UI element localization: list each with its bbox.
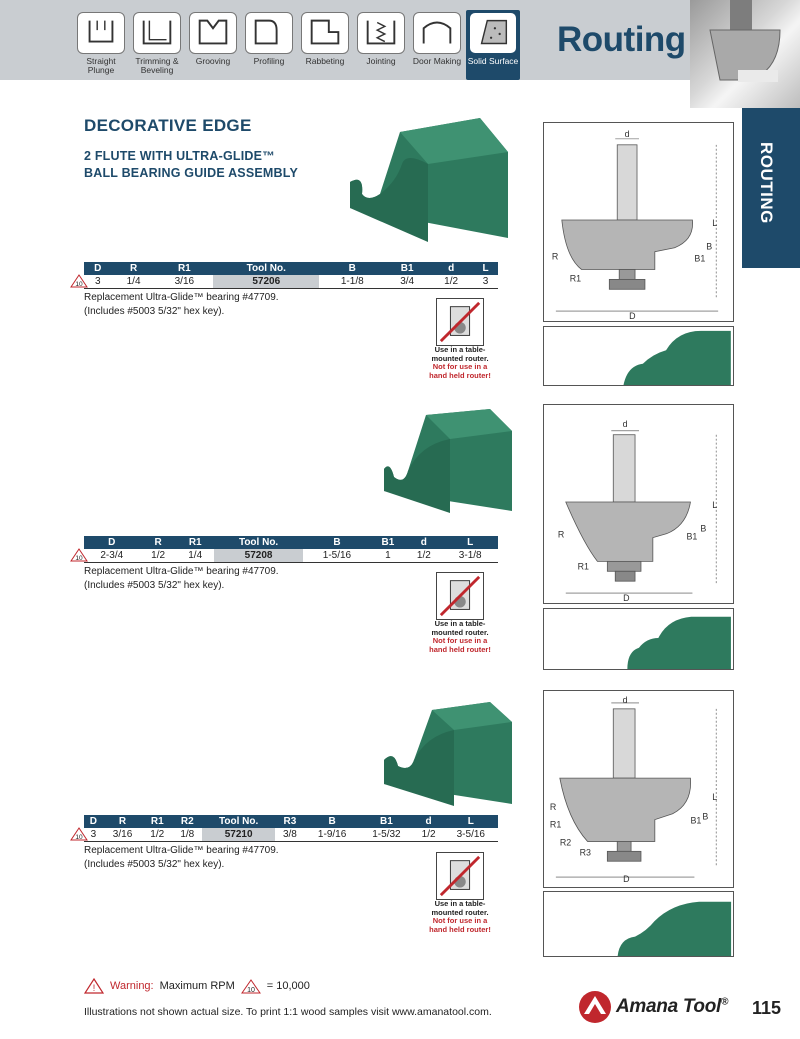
wood-sample-image — [340, 112, 512, 250]
col-header: D — [84, 262, 112, 275]
col-header: B — [319, 262, 385, 275]
cell: 1/2 — [429, 275, 473, 288]
note-line: Replacement Ultra-Glide™ bearing #47709. — [84, 292, 279, 303]
cell: 1/2 — [142, 828, 172, 841]
rpm-warning-icon — [70, 827, 88, 841]
nav-profiling[interactable] — [242, 10, 296, 80]
bearing-note — [84, 565, 279, 593]
col-header: Tool No. — [202, 815, 275, 828]
col-header: B — [305, 815, 359, 828]
dim-B1: B1 — [694, 253, 706, 264]
badge-text: mounted router. — [431, 353, 489, 363]
cell: 1-5/32 — [359, 828, 413, 841]
badge-text: Use in a table- — [434, 345, 486, 354]
cell: 3-5/16 — [444, 828, 498, 841]
col-header: Tool No. — [214, 536, 304, 549]
dim-B1: B1 — [686, 531, 698, 542]
product-title: DECORATIVE EDGE — [84, 116, 252, 135]
cell: 1-1/8 — [319, 275, 385, 288]
note-line: (Includes #5003 5/32" hex key). — [84, 306, 225, 317]
nav-door-making[interactable] — [410, 10, 464, 80]
bearing-note — [84, 291, 279, 319]
col-header: R3 — [275, 815, 305, 828]
side-tab-label: ROUTING — [757, 142, 776, 224]
dim-B: B — [702, 811, 709, 822]
wood-sample-image — [380, 405, 514, 515]
nav-label: Door Making — [412, 56, 462, 66]
badge-text: mounted router. — [431, 627, 489, 637]
spec-table-57208 — [84, 536, 498, 563]
nav-solid-surface[interactable] — [466, 10, 520, 80]
cell: 2-3/4 — [84, 549, 140, 562]
col-header: R1 — [142, 815, 172, 828]
bit-diagram-57210 — [543, 690, 734, 888]
svg-text:!: ! — [92, 983, 96, 993]
table-row — [84, 275, 498, 288]
rpm-warning-icon — [70, 274, 88, 288]
rabbeting-icon — [301, 12, 349, 54]
badge-text: Not for use in a — [432, 916, 488, 925]
tool-number: 57206 — [213, 275, 319, 288]
page-number: 115 — [752, 998, 782, 1018]
badge-text: hand held router! — [429, 644, 491, 654]
dim-d: d — [624, 128, 630, 139]
door-making-icon — [413, 12, 461, 54]
profiling-icon — [245, 12, 293, 54]
badge-text: hand held router! — [429, 924, 491, 934]
amana-tool-logo — [578, 990, 728, 1024]
rpm-warning-number: 10 — [75, 834, 83, 841]
router-bit-photo — [690, 0, 800, 108]
dim-B: B — [700, 523, 707, 534]
table-row — [84, 549, 498, 562]
rpm-badge-number: 10 — [246, 986, 255, 994]
nav-label: Profiling — [253, 56, 285, 66]
no-handheld-router-icon — [436, 572, 484, 620]
table-router-badge — [422, 572, 498, 654]
badge-text: Not for use in a — [432, 636, 488, 645]
col-header: L — [444, 815, 498, 828]
dim-d: d — [622, 418, 628, 429]
col-header: B — [303, 536, 370, 549]
dim-R1: R1 — [549, 819, 562, 830]
badge-text: hand held router! — [429, 370, 491, 380]
col-header: B1 — [385, 262, 429, 275]
cell: 3 — [473, 275, 498, 288]
col-header: D — [84, 815, 103, 828]
note-line: (Includes #5003 5/32" hex key). — [84, 859, 225, 870]
cell: 3 — [84, 828, 103, 841]
brand-registered: ® — [721, 996, 729, 1008]
col-header: R — [112, 262, 156, 275]
col-header: L — [473, 262, 498, 275]
no-handheld-router-icon — [436, 298, 484, 346]
nav-label: Trimming & Beveling — [135, 56, 179, 75]
straight-plunge-icon — [77, 12, 125, 54]
subtitle-line: 2 FLUTE WITH ULTRA-GLIDE™ — [84, 149, 275, 163]
rpm-value: = 10,000 — [266, 980, 310, 992]
nav-label: Grooving — [195, 56, 231, 66]
dim-D: D — [623, 592, 630, 603]
nav-straight-plunge[interactable] — [74, 10, 128, 80]
cell: 3/16 — [156, 275, 214, 288]
edge-profile-57206 — [543, 326, 734, 386]
bearing-note — [84, 844, 279, 872]
spec-table-57210 — [84, 815, 498, 842]
cell: 1-5/16 — [303, 549, 370, 562]
dim-B: B — [706, 241, 713, 252]
warning-label: Warning: — [110, 980, 154, 992]
dim-R: R — [557, 529, 565, 540]
col-header: R1 — [177, 536, 214, 549]
dim-R2: R2 — [559, 837, 572, 848]
dim-L: L — [712, 217, 718, 228]
tool-number: 57210 — [202, 828, 275, 841]
badge-text: Not for use in a — [432, 362, 488, 371]
dim-d: d — [622, 694, 628, 705]
rpm-warning-number: 10 — [75, 555, 83, 562]
no-handheld-router-icon — [436, 852, 484, 900]
tool-number: 57208 — [214, 549, 304, 562]
dim-R: R — [551, 251, 559, 262]
subtitle-line: BALL BEARING GUIDE ASSEMBLY — [84, 166, 298, 180]
rpm-warning-number: 10 — [75, 281, 83, 288]
badge-text: mounted router. — [431, 907, 489, 917]
solid-surface-icon — [469, 12, 517, 54]
warning-text: Maximum RPM — [159, 980, 235, 992]
cell: 3/4 — [385, 275, 429, 288]
col-header: R — [103, 815, 142, 828]
cell: 1/2 — [414, 828, 444, 841]
edge-profile-57208 — [543, 608, 734, 670]
col-header: B1 — [370, 536, 405, 549]
cell: 1/4 — [112, 275, 156, 288]
nav-trimming[interactable] — [130, 10, 184, 80]
dim-R3: R3 — [579, 847, 591, 858]
nav-jointing[interactable] — [354, 10, 408, 80]
cell: 3-1/8 — [442, 549, 498, 562]
dim-L: L — [712, 791, 718, 802]
dim-L: L — [712, 499, 718, 510]
badge-text: Use in a table- — [434, 899, 486, 908]
edge-profile-57210 — [543, 891, 734, 957]
nav-rabbeting[interactable] — [298, 10, 352, 80]
col-header: d — [414, 815, 444, 828]
dim-D: D — [629, 310, 636, 321]
note-line: (Includes #5003 5/32" hex key). — [84, 580, 225, 591]
col-header: d — [405, 536, 442, 549]
nav-grooving[interactable] — [186, 10, 240, 80]
col-header: R2 — [172, 815, 202, 828]
brand-name — [616, 996, 728, 1018]
amana-logo-icon — [578, 990, 612, 1024]
table-router-badge — [422, 852, 498, 934]
brand-text: Amana Tool — [616, 996, 722, 1017]
col-header: L — [442, 536, 498, 549]
note-line: Replacement Ultra-Glide™ bearing #47709. — [84, 845, 279, 856]
dim-R1: R1 — [577, 561, 590, 572]
col-header: D — [84, 536, 140, 549]
trimming-icon — [133, 12, 181, 54]
cell: 3/8 — [275, 828, 305, 841]
rpm-warning-icon — [70, 548, 88, 562]
table-router-badge — [422, 298, 498, 380]
col-header: R1 — [156, 262, 214, 275]
illustration-note: Illustrations not shown actual size. To print 1:1 wood samples visit www.amanatool.com. — [84, 1006, 492, 1018]
nav-label: Straight Plunge — [86, 56, 116, 75]
cell: 1 — [370, 549, 405, 562]
warning-icon — [84, 978, 104, 994]
col-header: B1 — [359, 815, 413, 828]
cell: 1/4 — [177, 549, 214, 562]
product-subtitle — [84, 148, 298, 182]
dim-R1: R1 — [569, 273, 582, 284]
cell: 1-9/16 — [305, 828, 359, 841]
col-header: R — [140, 536, 177, 549]
nav-label: Solid Surface — [467, 56, 519, 66]
category-nav — [74, 10, 520, 80]
section-side-tab — [742, 108, 800, 268]
col-header: d — [429, 262, 473, 275]
spec-table-57206 — [84, 262, 498, 289]
cell: 3 — [84, 275, 112, 288]
dim-R: R — [549, 801, 557, 812]
section-title: Routing — [557, 20, 686, 59]
jointing-icon — [357, 12, 405, 54]
badge-text: Use in a table- — [434, 619, 486, 628]
dim-B1: B1 — [690, 815, 702, 826]
col-header: Tool No. — [213, 262, 319, 275]
bit-diagram-57206 — [543, 122, 734, 322]
nav-label: Jointing — [366, 56, 396, 66]
dim-D: D — [623, 874, 630, 885]
wood-sample-image — [380, 700, 514, 808]
cell: 3/16 — [103, 828, 142, 841]
cell: 1/2 — [405, 549, 442, 562]
rpm-badge-icon — [241, 979, 261, 994]
bit-diagram-57208 — [543, 404, 734, 604]
rpm-warning — [84, 978, 310, 994]
grooving-icon — [189, 12, 237, 54]
cell: 1/8 — [172, 828, 202, 841]
cell: 1/2 — [140, 549, 177, 562]
nav-label: Rabbeting — [305, 56, 345, 66]
note-line: Replacement Ultra-Glide™ bearing #47709. — [84, 566, 279, 577]
table-row — [84, 828, 498, 841]
